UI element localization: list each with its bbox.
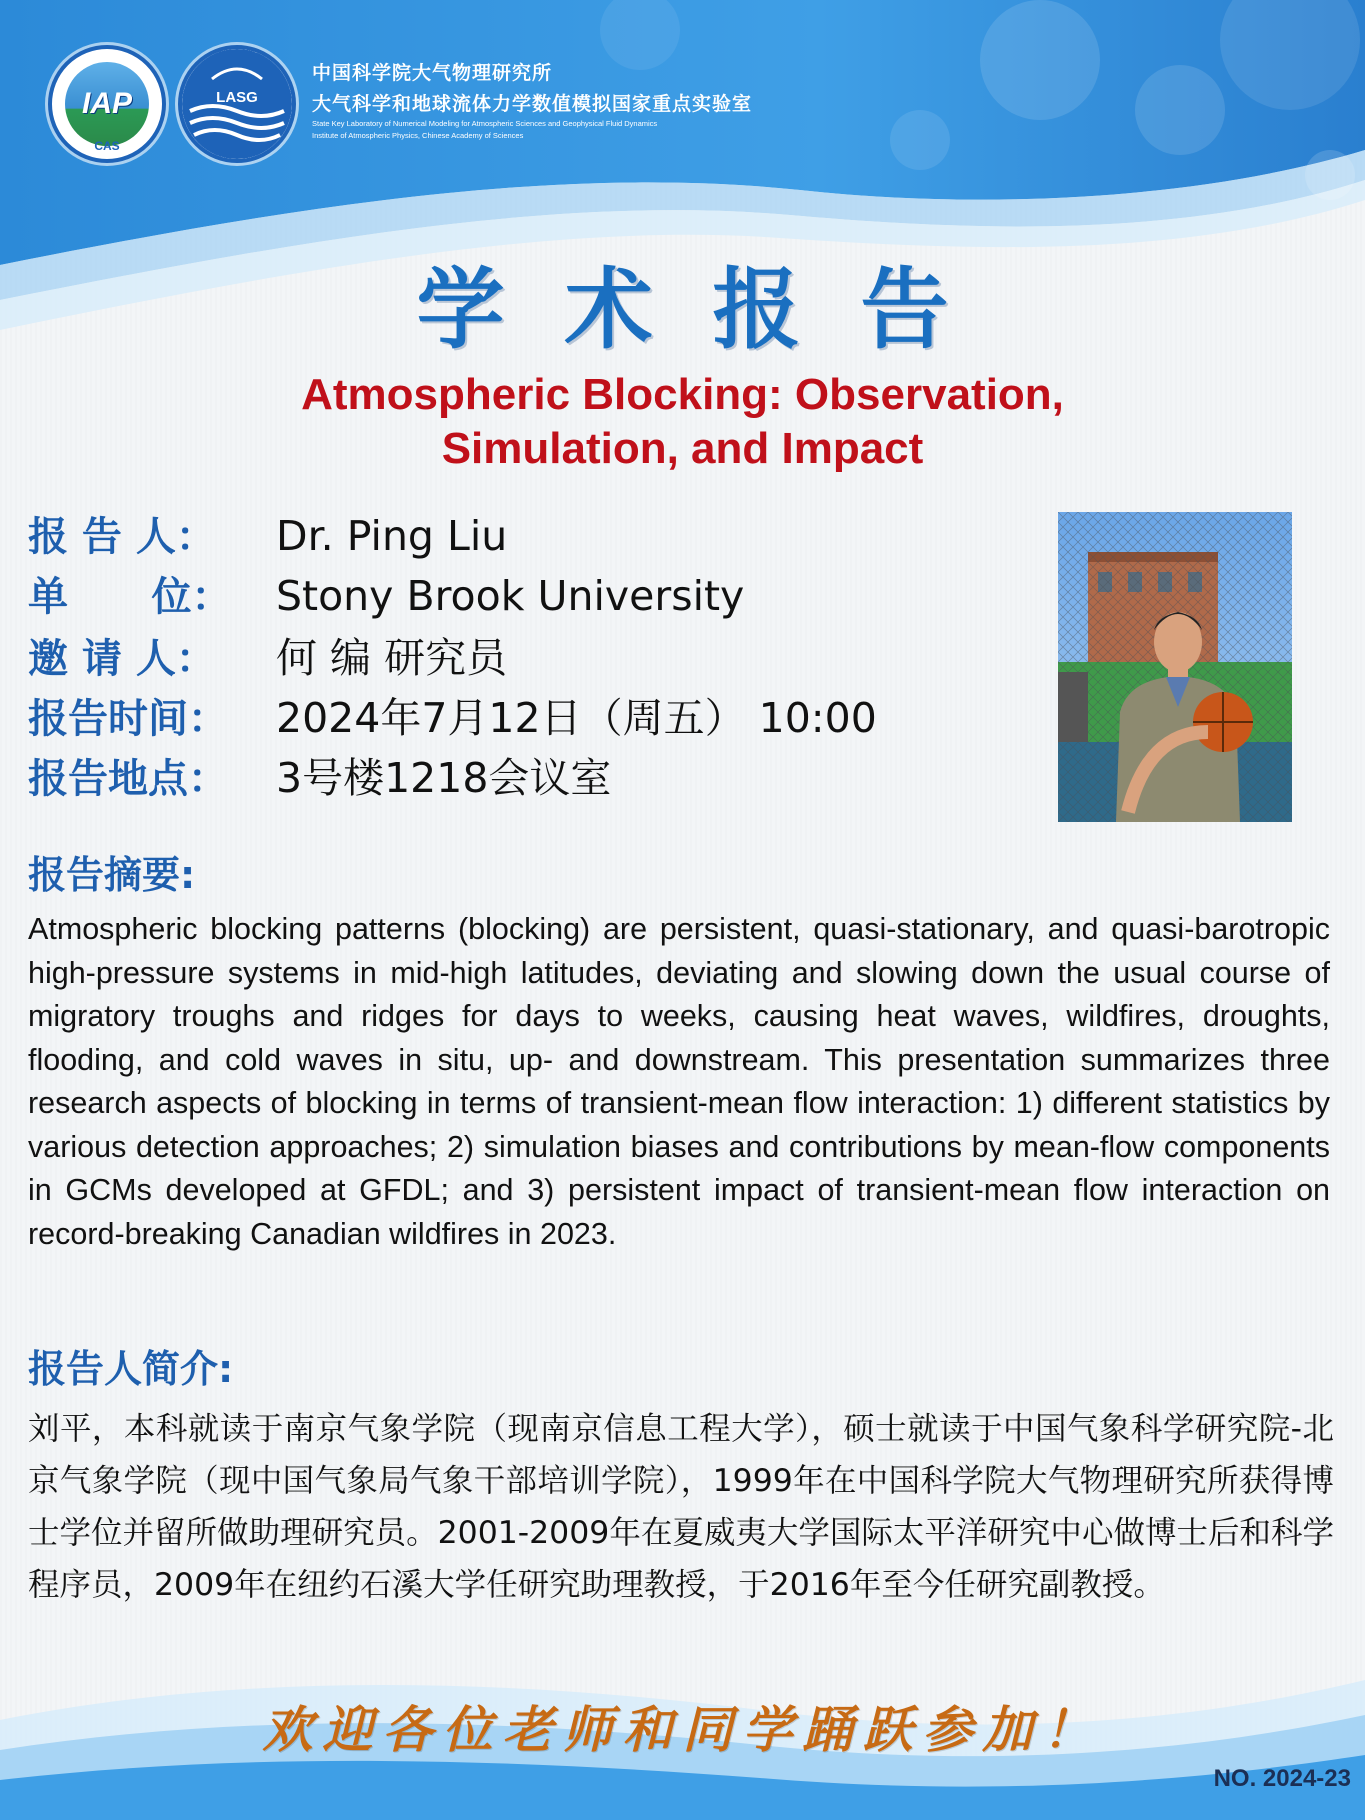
- bio-text: 刘平，本科就读于南京气象学院（现南京信息工程大学），硕士就读于中国气象科学研究院-北京气象学院（现中国气象局气象干部培训学院），1999年在中国科学院大气物理研究所获得博士学位并留所做助理研究员。2001-2009年在夏威夷大学国际太平洋研究中心做博士后和科学程序员，2009年在纽约石溪大学任研究助理教授，于2016年至今任研究副教授。: [28, 1411, 1334, 1603]
- main-title: 学术报告: [416, 257, 1009, 361]
- iap-logo: [48, 45, 166, 163]
- info-label: 报告地点：: [28, 756, 228, 802]
- info-label: 邀 请 人：: [28, 636, 216, 682]
- bio-heading: 报告人简介:: [28, 1347, 234, 1391]
- iap-logo-text: IAP: [81, 87, 132, 120]
- lasg-logo-text: LASG: [216, 88, 258, 106]
- org-name-en-1: State Key Laboratory of Numerical Modeling for Atmospheric Sciences and Geophysical Fluid Dynamics: [312, 119, 658, 128]
- lasg-logo: [178, 45, 296, 163]
- info-row-host: [28, 625, 1038, 685]
- talk-info: [28, 505, 1038, 805]
- org-name-cn-2: 大气科学和地球流体力学数值模拟国家重点实验室: [312, 93, 753, 115]
- speaker-photo: [1058, 512, 1292, 822]
- info-row-location: [28, 745, 1038, 805]
- talk-title-line-1: Atmospheric Blocking: Observation,: [301, 370, 1064, 419]
- cas-logo-text: CAS: [94, 139, 120, 153]
- org-name-cn-1: 中国科学院大气物理研究所: [312, 62, 553, 84]
- abstract-heading: 报告摘要:: [28, 853, 196, 897]
- abstract-text: Atmospheric blocking patterns (blocking) are persistent, quasi-stationary, and quasi-barotropic high-pressure systems in mid-high latitudes, deviating and slowing down the usual course of migratory troughs and ridges for days to weeks, causing heat waves, wildfires, droughts, flooding, and cold waves in situ, up- and downstream. This presentation summarizes three research aspects of blocking in terms of transient-mean flow interaction: 1) different statistics by various detection approaches; 2) simulation biases and contributions by mean-flow components in GCMs developed at GFDL; and 3) persistent impact of transient-mean flow interaction on record-breaking Canadian wildfires in 2023.: [28, 912, 1330, 1251]
- org-name-en-2: Institute of Atmospheric Physics, Chinese Academy of Sciences: [312, 131, 524, 140]
- info-row-speaker: [28, 505, 1038, 565]
- welcome-message: 欢迎各位老师和同学踊跃参加！: [262, 1700, 1103, 1759]
- info-value: 2024年7月12日（周五） 10:00: [276, 694, 877, 742]
- info-row-time: [28, 685, 1038, 745]
- info-value: 何 编 研究员: [276, 634, 508, 682]
- info-value: Dr. Ping Liu: [276, 512, 508, 560]
- info-row-affiliation: [28, 565, 1038, 625]
- talk-title: [0, 368, 1365, 476]
- info-label: 单 位：: [28, 574, 232, 620]
- poster-number: NO. 2024-23: [1213, 1765, 1351, 1792]
- info-label: 报告时间：: [28, 696, 228, 742]
- info-value: Stony Brook University: [276, 572, 745, 620]
- organization-block: [312, 58, 752, 140]
- talk-title-line-2: Simulation, and Impact: [441, 424, 924, 473]
- info-value: 3号楼1218会议室: [276, 754, 612, 802]
- logo-group: [48, 45, 296, 163]
- info-label: 报 告 人：: [28, 514, 216, 560]
